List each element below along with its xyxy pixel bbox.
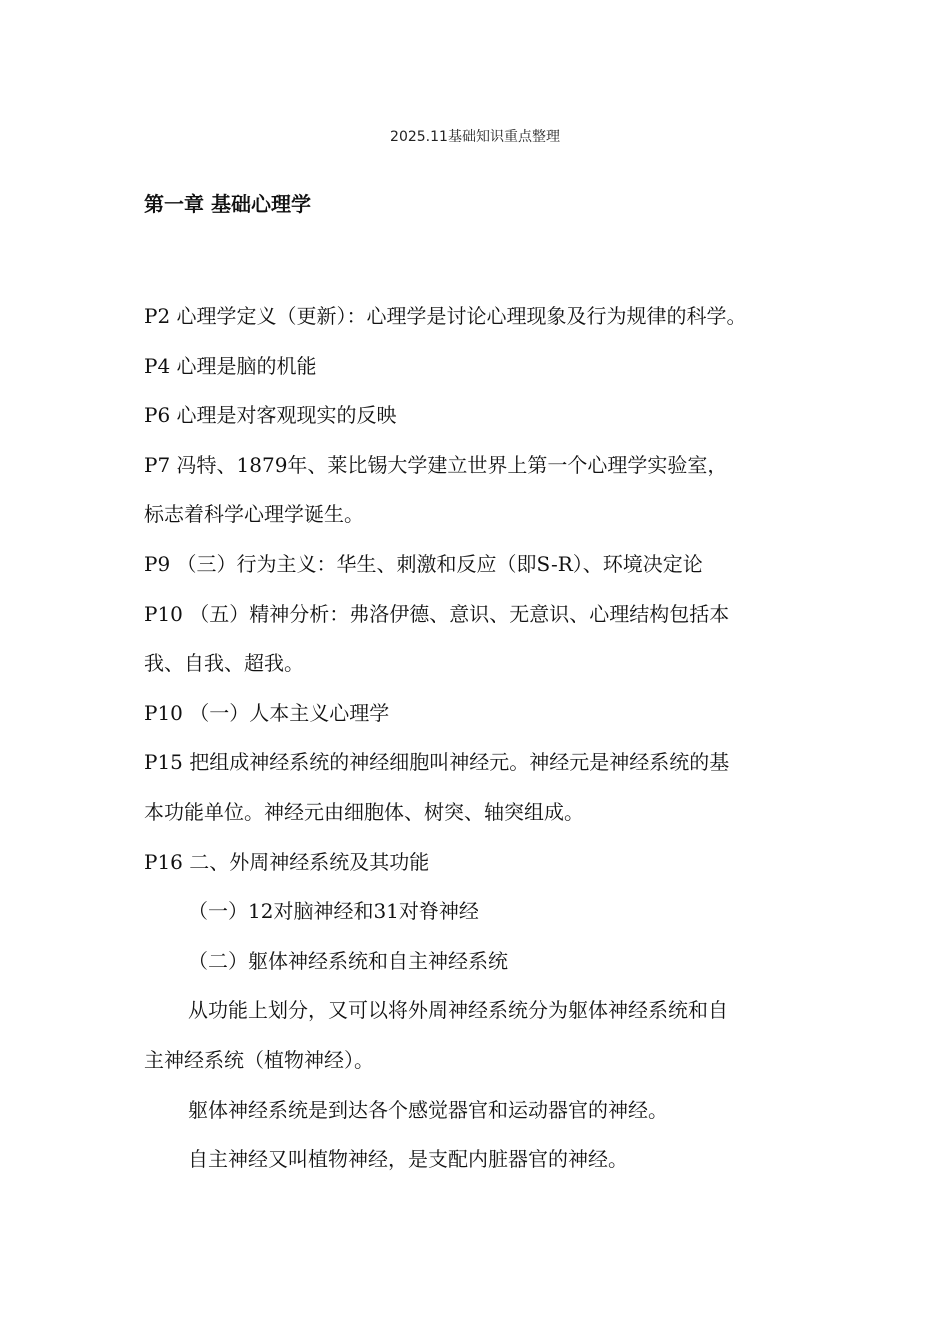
text-line: P7 冯特、1879年、莱比锡大学建立世界上第一个心理学实验室， (144, 452, 728, 477)
text-line: 躯体神经系统是到达各个感觉器官和运动器官的神经。 (188, 1097, 668, 1122)
text-line: 本功能单位。神经元由细胞体、树突、轴突组成。 (144, 799, 584, 824)
text-line: P2 心理学定义（更新）：心理学是讨论心理现象及行为规律的科学。 (144, 304, 747, 328)
text-line: （二）躯体神经系统和自主神经系统 (188, 948, 508, 973)
text-line: P10 （五）精神分析：弗洛伊德、意识、无意识、心理结构包括本 (144, 601, 730, 626)
text-line: P6 心理是对客观现实的反映 (144, 403, 397, 428)
text-line: 我、自我、超我。 (144, 651, 304, 676)
text-line: 标志着科学心理学诞生。 (144, 502, 364, 527)
text-line: 主神经系统（植物神经）。 (144, 1047, 374, 1072)
text-line: 自主神经又叫植物神经，是支配内脏器官的神经。 (188, 1147, 628, 1172)
text-line: （一）12对脑神经和31对脊神经 (188, 899, 479, 924)
text-line: P9 （三）行为主义：华生、刺激和反应（即S-R）、环境决定论 (144, 551, 703, 576)
text-line: P15 把组成神经系统的神经细胞叫神经元。神经元是神经系统的基 (144, 750, 730, 775)
text-line: P16 二、外周神经系统及其功能 (144, 849, 430, 874)
text-line: 从功能上划分，又可以将外周神经系统分为躯体神经系统和自 (188, 998, 728, 1023)
text-line: P10 （一）人本主义心理学 (144, 700, 390, 725)
chapter-title: 第一章 基础心理学 (144, 192, 311, 216)
page-header: 2025.11基础知识重点整理 (390, 129, 560, 145)
notes-body (144, 296, 844, 1189)
text-line: P4 心理是脑的机能 (144, 353, 317, 378)
